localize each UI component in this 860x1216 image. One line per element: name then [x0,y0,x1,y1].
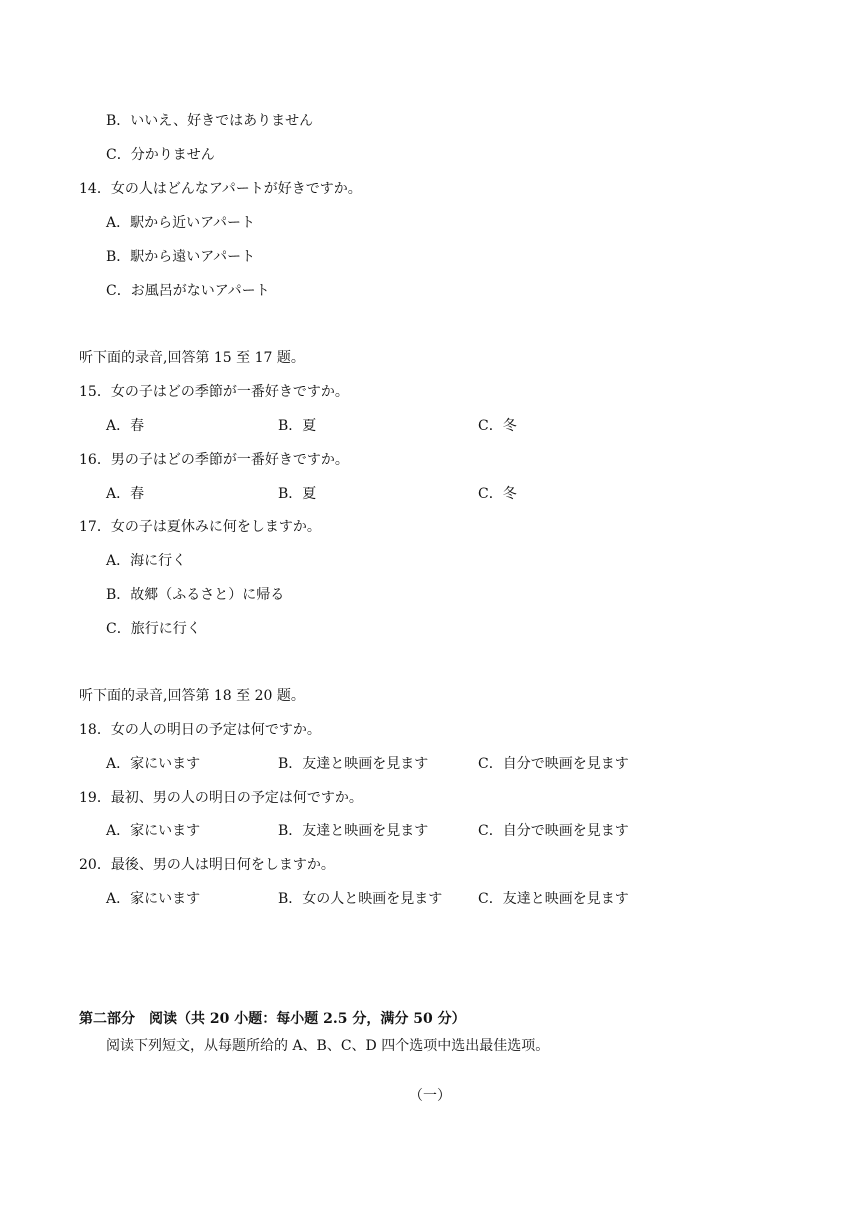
q20-option-c: C．友達と映画を見ます [478,891,629,907]
q15-question: 15．女の子はどの季節が一番好きですか。 [79,384,349,400]
q18-option-a: A．家にいます [106,756,201,772]
instruction-15-17: 听下面的录音,回答第 15 至 17 题。 [79,350,305,366]
q13-option-c: C．分かりません [106,147,215,163]
q13-option-b: B．いいえ、好きではありません [106,113,314,129]
q17-option-c: C．旅行に行く [106,621,201,637]
q18-option-c: C．自分で映画を見ます [478,756,629,772]
q18-question: 18．女の人の明日の予定は何ですか。 [79,722,321,738]
q20-option-a: A．家にいます [106,891,201,907]
q19-option-a: A．家にいます [106,823,201,839]
q19-option-c: C．自分で映画を見ます [478,823,629,839]
q14-option-a: A．駅から近いアパート [106,215,255,231]
q15-option-b: B．夏 [278,418,317,434]
instruction-18-20: 听下面的录音,回答第 18 至 20 题。 [79,688,305,704]
q17-option-a: A．海に行く [106,553,187,569]
q16-option-b: B．夏 [278,486,317,502]
q20-question: 20．最後、男の人は明日何をしますか。 [79,857,335,873]
q15-option-c: C．冬 [478,418,517,434]
q20-option-b: B．女の人と映画を見ます [278,891,443,907]
q16-option-c: C．冬 [478,486,517,502]
q18-option-b: B．友達と映画を見ます [278,756,429,772]
section-marker: （一） [409,1088,451,1104]
q19-question: 19．最初、男の人の明日の予定は何ですか。 [79,790,363,806]
q14-option-c: C．お風呂がないアパート [106,283,270,299]
q17-question: 17．女の子は夏休みに何をしますか。 [79,519,321,535]
part2-instruction: 阅读下列短文，从每题所给的 A、B、C、D 四个选项中选出最佳选项。 [106,1038,550,1054]
part2-heading: 第二部分 阅读（共 20 小题：每小题 2.5 分，满分 50 分） [79,1011,466,1027]
q15-option-a: A．春 [106,418,145,434]
q17-option-b: B．故郷（ふるさと）に帰る [106,587,285,603]
q16-option-a: A．春 [106,486,145,502]
q14-option-b: B．駅から遠いアパート [106,249,256,265]
q16-question: 16．男の子はどの季節が一番好きですか。 [79,452,349,468]
q19-option-b: B．友達と映画を見ます [278,823,429,839]
q14-question: 14．女の人はどんなアパートが好きですか。 [79,181,362,197]
